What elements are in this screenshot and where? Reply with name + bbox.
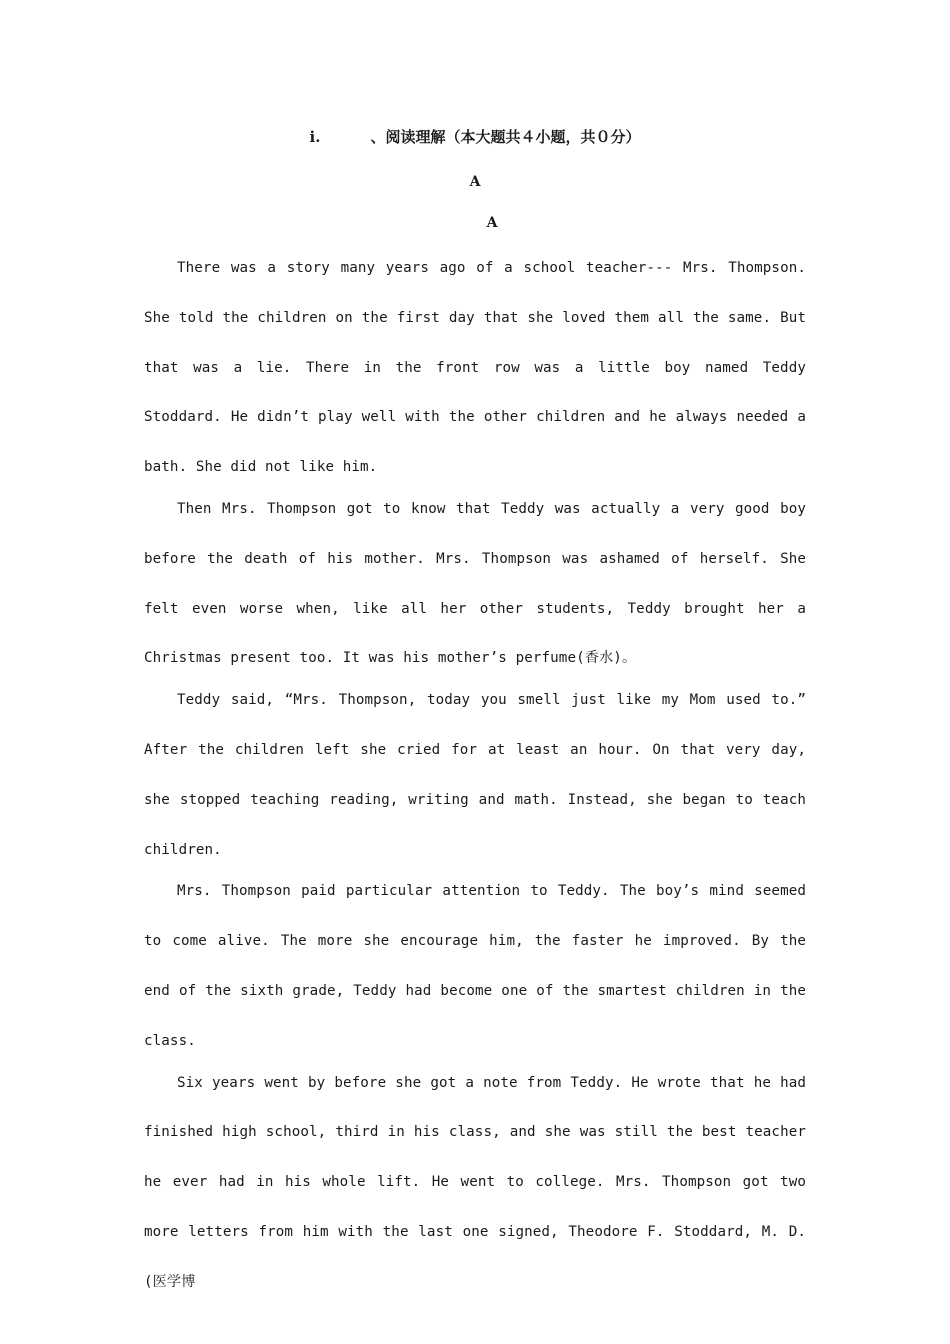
section-title: 、阅读理解（本大题共４小题，共０分） bbox=[370, 128, 641, 146]
passage-title: A bbox=[486, 215, 498, 231]
passage-label: A bbox=[469, 174, 481, 190]
section-heading bbox=[0, 126, 950, 148]
paragraph: Mrs. Thompson paid particular attention to Teddy. The boy’s mind seemed to come alive. The more she encourage him, the faster he improved. By the end of the sixth grade, Teddy had become one of the smartest children in the class. bbox=[144, 883, 806, 1049]
paragraph: Then Mrs. Thompson got to know that Teddy was actually a very good boy before the death of his mother. Mrs. Thompson was ashamed of herself. She felt even worse when, like all her other students, Teddy brought her a Christmas present too. It was his mother’s perfume(香水)。 bbox=[144, 500, 806, 667]
paragraph: Six years went by before she got a note from Teddy. He wrote that he had finished high school, third in his class, and she was still the best teacher he ever had in his whole lift. He went to college. Mrs. Thompson got two more letters from him with the last one signed, Theodore F. Stoddard, M. D.(医学博 bbox=[144, 1074, 806, 1290]
section-number: i. bbox=[309, 128, 321, 146]
paragraph: There was a story many years ago of a school teacher--- Mrs. Thompson. She told the children on the first day that she loved them all the same. But that was a lie. There in the front row was a little boy named Teddy Stoddard. He didn’t play well with the other children and he always needed a bath. She did not like him. bbox=[144, 260, 806, 476]
passage-body bbox=[144, 244, 806, 1300]
paragraph: Teddy said, “Mrs. Thompson, today you smell just like my Mom used to.” After the children left she cried for at least an hour. On that very day, she stopped teaching reading, writing and math. Instead, she began to teach children. bbox=[144, 692, 806, 858]
